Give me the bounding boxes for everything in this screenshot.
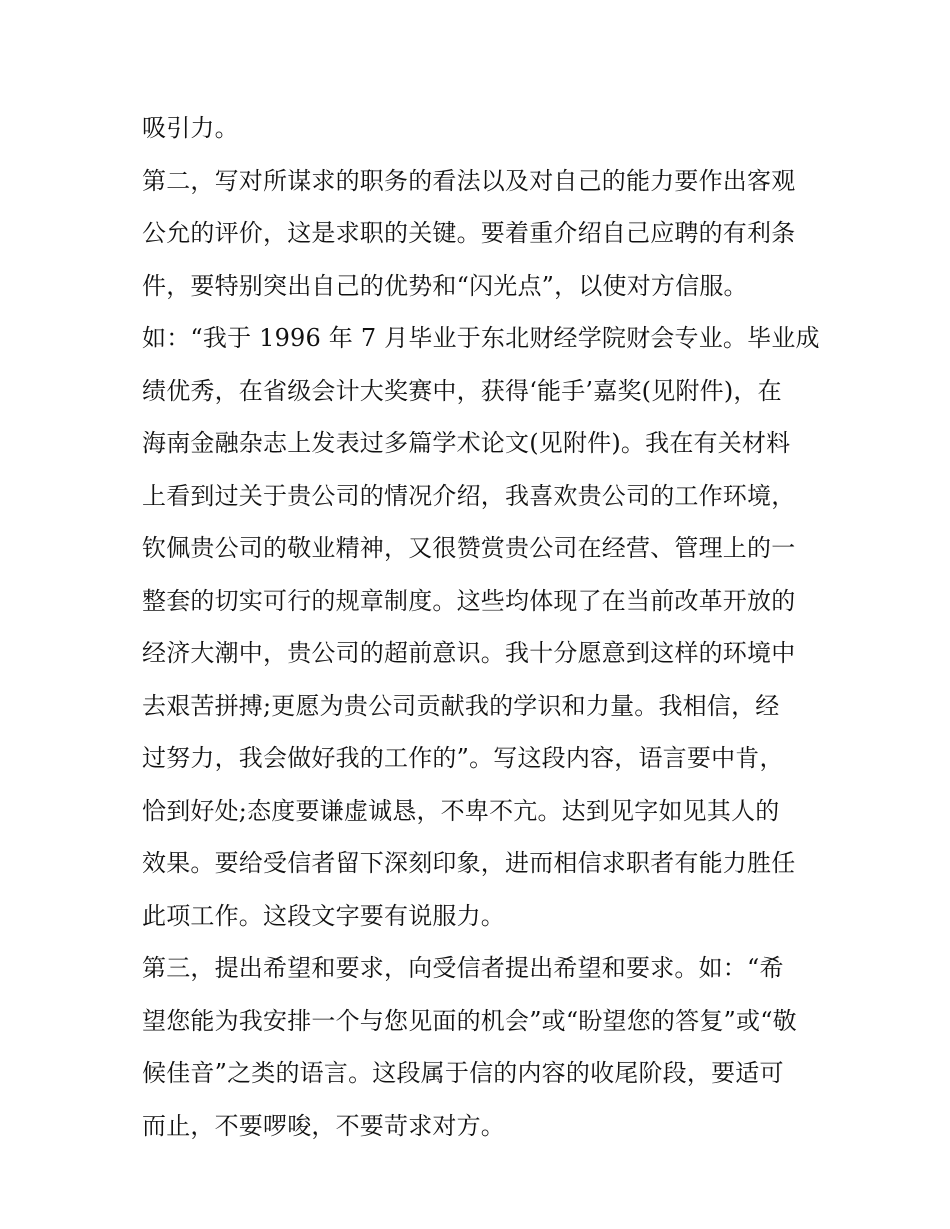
- text-line: 第二，写对所谋求的职务的看法以及对自己的能力要作出客观: [142, 166, 796, 195]
- text-line: 效果。要给受信者留下深刻印象，进而相信求职者有能力胜任: [142, 849, 796, 877]
- text-line: 此项工作。这段文字要有说服力。: [142, 901, 505, 930]
- text-line: 第三，提出希望和要求，向受信者提出希望和要求。如：“希: [142, 954, 784, 982]
- text-line: 去艰苦拼搏;更愿为贵公司贡献我的学识和力量。我相信，经: [142, 691, 780, 720]
- text-line: 而止，不要啰唆，不要苛求对方。: [142, 1111, 505, 1140]
- text-line: 上看到过关于贵公司的情况介绍，我喜欢贵公司的工作环境，: [142, 481, 796, 510]
- text-line: 整套的切实可行的规章制度。这些均体现了在当前改革开放的: [142, 586, 796, 615]
- text-line: 公允的评价，这是求职的关键。要着重介绍自己应聘的有利条: [142, 219, 796, 247]
- text-line: 件，要特别突出自己的优势和“闪光点”，以使对方信服。: [142, 271, 748, 300]
- text-line: 钦佩贵公司的敬业精神，又很赞赏贵公司在经营、管理上的一: [142, 534, 796, 562]
- text-line: 绩优秀，在省级会计大奖赛中，获得‘能手’嘉奖(见附件)，在: [142, 376, 782, 405]
- text-line: 经济大潮中，贵公司的超前意识。我十分愿意到这样的环境中: [142, 639, 796, 667]
- text-line: 恰到好处;态度要谦虚诚恳，不卑不亢。达到见字如见其人的: [142, 796, 780, 825]
- text-line: 候佳音”之类的语言。这段属于信的内容的收尾阶段，要适可: [142, 1059, 784, 1087]
- text-line: 如：“我于 1996 年 7 月毕业于东北财经学院财会专业。毕业成: [142, 324, 820, 352]
- document-body: [142, 108, 822, 1158]
- text-line: 吸引力。: [142, 114, 239, 142]
- text-line: 望您能为我安排一个与您见面的机会”或“盼望您的答复”或“敬: [142, 1006, 797, 1035]
- text-line: 过努力，我会做好我的工作的”。写这段内容，语言要中肯，: [142, 744, 784, 772]
- text-line: 海南金融杂志上发表过多篇学术论文(见附件)。我在有关材料: [142, 429, 791, 457]
